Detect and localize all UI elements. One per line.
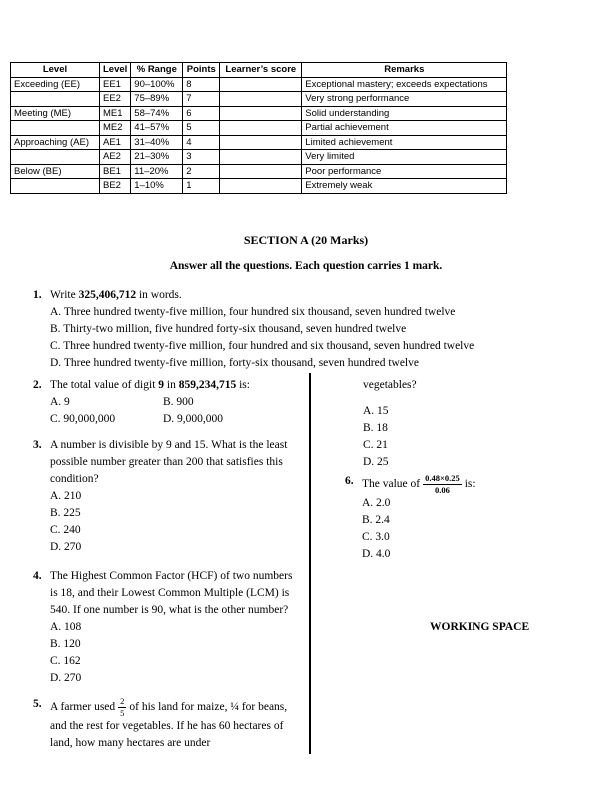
cell-range: 58–74% [131,106,183,121]
cell-range: 31–40% [131,135,183,150]
cell-level-group: Meeting (ME) [11,106,100,121]
question-stem: A number is divisible by 9 and 15. What is the least possible number greater than 200 that satisfies this condition? [50,439,288,485]
cell-learner-score [220,150,302,165]
cell-points: 2 [183,164,220,179]
rubric-header-row [11,63,507,78]
cell-remarks: Limited achievement [302,135,507,150]
cell-level-code: EE1 [100,77,131,92]
cell-learner-score [220,179,302,194]
option: A. Three hundred twenty-five million, four hundred six thousand, seven hundred twelve [50,306,456,318]
cell-level-group [11,150,100,165]
option: B. Thirty-two million, five hundred forty-six thousand, seven hundred twelve [50,323,407,335]
option: D. 25 [363,456,389,468]
stem-text: is: [464,477,476,490]
cell-learner-score [220,135,302,150]
stem-bold-number: 9 [158,379,165,391]
stem-text: Write [50,289,79,301]
section-title: SECTION A (20 Marks) [243,233,369,247]
option: D. 4.0 [362,548,391,561]
cell-remarks: Extremely weak [302,179,507,194]
cell-range: 21–30% [131,150,183,165]
question-stem: The Highest Common Factor (HCF) of two numbers is 18, and their Lowest Common Multiple (LCM) is 540. If one number is 90, what is the other number? [50,570,293,616]
option: D. 270 [50,672,82,684]
cell-level-code: AE2 [100,150,131,165]
header-points: Points [183,63,220,78]
stem-text: of his land for maize, ¼ for beans, and the rest for vegetables. If he has 60 hectares of land, how many hectares are under [50,700,288,750]
cell-points: 6 [183,106,220,121]
cell-points: 4 [183,135,220,150]
question-1 [33,287,583,372]
question-5 [33,696,299,752]
question-number: 1. [33,289,42,301]
cell-points: 3 [183,150,220,165]
option: C. 162 [50,655,81,667]
cell-level-code: EE2 [100,92,131,107]
cell-level-code: BE1 [100,164,131,179]
working-space-label: WORKING SPACE [430,621,530,633]
left-column [33,377,299,752]
question-stem [50,287,583,304]
cell-level-group: Approaching (AE) [11,135,100,150]
stem-text: The value of [362,477,421,490]
option: B. 2.4 [362,514,390,527]
stem-bold-number: 859,234,715 [178,379,237,391]
table-row [11,92,507,107]
table-row [11,150,507,165]
option: A. 210 [50,490,82,502]
table-row [11,77,507,92]
section-instructions: Answer all the questions. Each question carries 1 mark. [169,260,443,272]
option: C. 90,000,000 [50,413,116,425]
cell-range: 41–57% [131,121,183,136]
question-number: 5. [33,698,42,710]
question-number: 2. [33,379,42,391]
question-number: 4. [33,570,42,582]
cell-level-group: Exceeding (EE) [11,77,100,92]
header-remarks: Remarks [302,63,507,78]
cell-level-code: BE2 [100,179,131,194]
cell-level-code: AE1 [100,135,131,150]
question-stem [362,473,585,495]
question-number: 3. [33,439,42,451]
cell-range: 90–100% [131,77,183,92]
cell-remarks: Poor performance [302,164,507,179]
fraction-numerator: 0.48×0.25 [425,473,460,483]
fraction-numerator: 2 [120,696,125,706]
table-row [11,106,507,121]
cell-remarks: Partial achievement [302,121,507,136]
option: A. 108 [50,621,82,633]
cell-remarks: Very limited [302,150,507,165]
question-4 [33,568,299,687]
stem-text: in [164,379,179,391]
continuation-text: vegetables? [363,379,417,391]
cell-learner-score [220,164,302,179]
option: D. 9,000,000 [163,413,224,425]
question-6 [345,473,585,563]
fraction [423,473,462,495]
option: A. 15 [363,405,389,417]
stem-bold-number: 325,406,712 [78,289,137,301]
option: C. 3.0 [362,531,390,544]
option: D. 270 [50,541,82,553]
cell-level-group: Below (BE) [11,164,100,179]
fraction-denominator: 0.06 [434,484,450,495]
question-5-continuation [345,377,585,471]
question-stem [50,377,299,394]
table-row [11,135,507,150]
header-level-code: Level [100,63,131,78]
table-row [11,164,507,179]
header-level-group: Level [11,63,100,78]
option-grid [50,394,299,428]
cell-level-group [11,121,100,136]
cell-range: 1–10% [131,179,183,194]
stem-text: is: [236,379,250,391]
cell-points: 5 [183,121,220,136]
option: C. 240 [50,524,81,536]
option: B. 900 [163,396,194,408]
right-column [345,377,585,563]
cell-learner-score [220,77,302,92]
option: D. Three hundred twenty-five million, forty-six thousand, seven hundred twelve [50,357,419,369]
cell-learner-score [220,106,302,121]
cell-points: 8 [183,77,220,92]
cell-level-group [11,179,100,194]
cell-learner-score [220,121,302,136]
cell-points: 7 [183,92,220,107]
stem-text: The total value of digit [50,379,159,391]
fraction-denominator: 5 [120,707,125,718]
cell-level-code: ME1 [100,106,131,121]
cell-level-group [11,92,100,107]
stem-text: A farmer used [50,700,116,713]
cell-remarks: Exceptional mastery; exceeds expectations [302,77,507,92]
question-3 [33,437,299,556]
cell-range: 75–89% [131,92,183,107]
question-2 [33,377,299,428]
cell-range: 11–20% [131,164,183,179]
option: B. 120 [50,638,81,650]
option: C. 21 [363,439,388,451]
option: C. Three hundred twenty-five million, four hundred and six thousand, seven hundred twelve [50,340,475,352]
cell-learner-score [220,92,302,107]
table-row [11,121,507,136]
rubric-table [10,62,507,194]
option: A. 9 [50,396,70,408]
header-learner-score: Learner’s score [220,63,302,78]
option: A. 2.0 [362,497,391,510]
cell-remarks: Very strong performance [302,92,507,107]
table-row [11,179,507,194]
cell-points: 1 [183,179,220,194]
cell-level-code: ME2 [100,121,131,136]
fraction [118,696,126,718]
option: B. 18 [363,422,388,434]
header-range: % Range [131,63,183,78]
question-number: 6. [345,475,354,487]
option: B. 225 [50,507,81,519]
cell-remarks: Solid understanding [302,106,507,121]
question-stem [50,696,299,752]
stem-text: in words. [136,289,182,301]
column-divider [309,373,311,754]
